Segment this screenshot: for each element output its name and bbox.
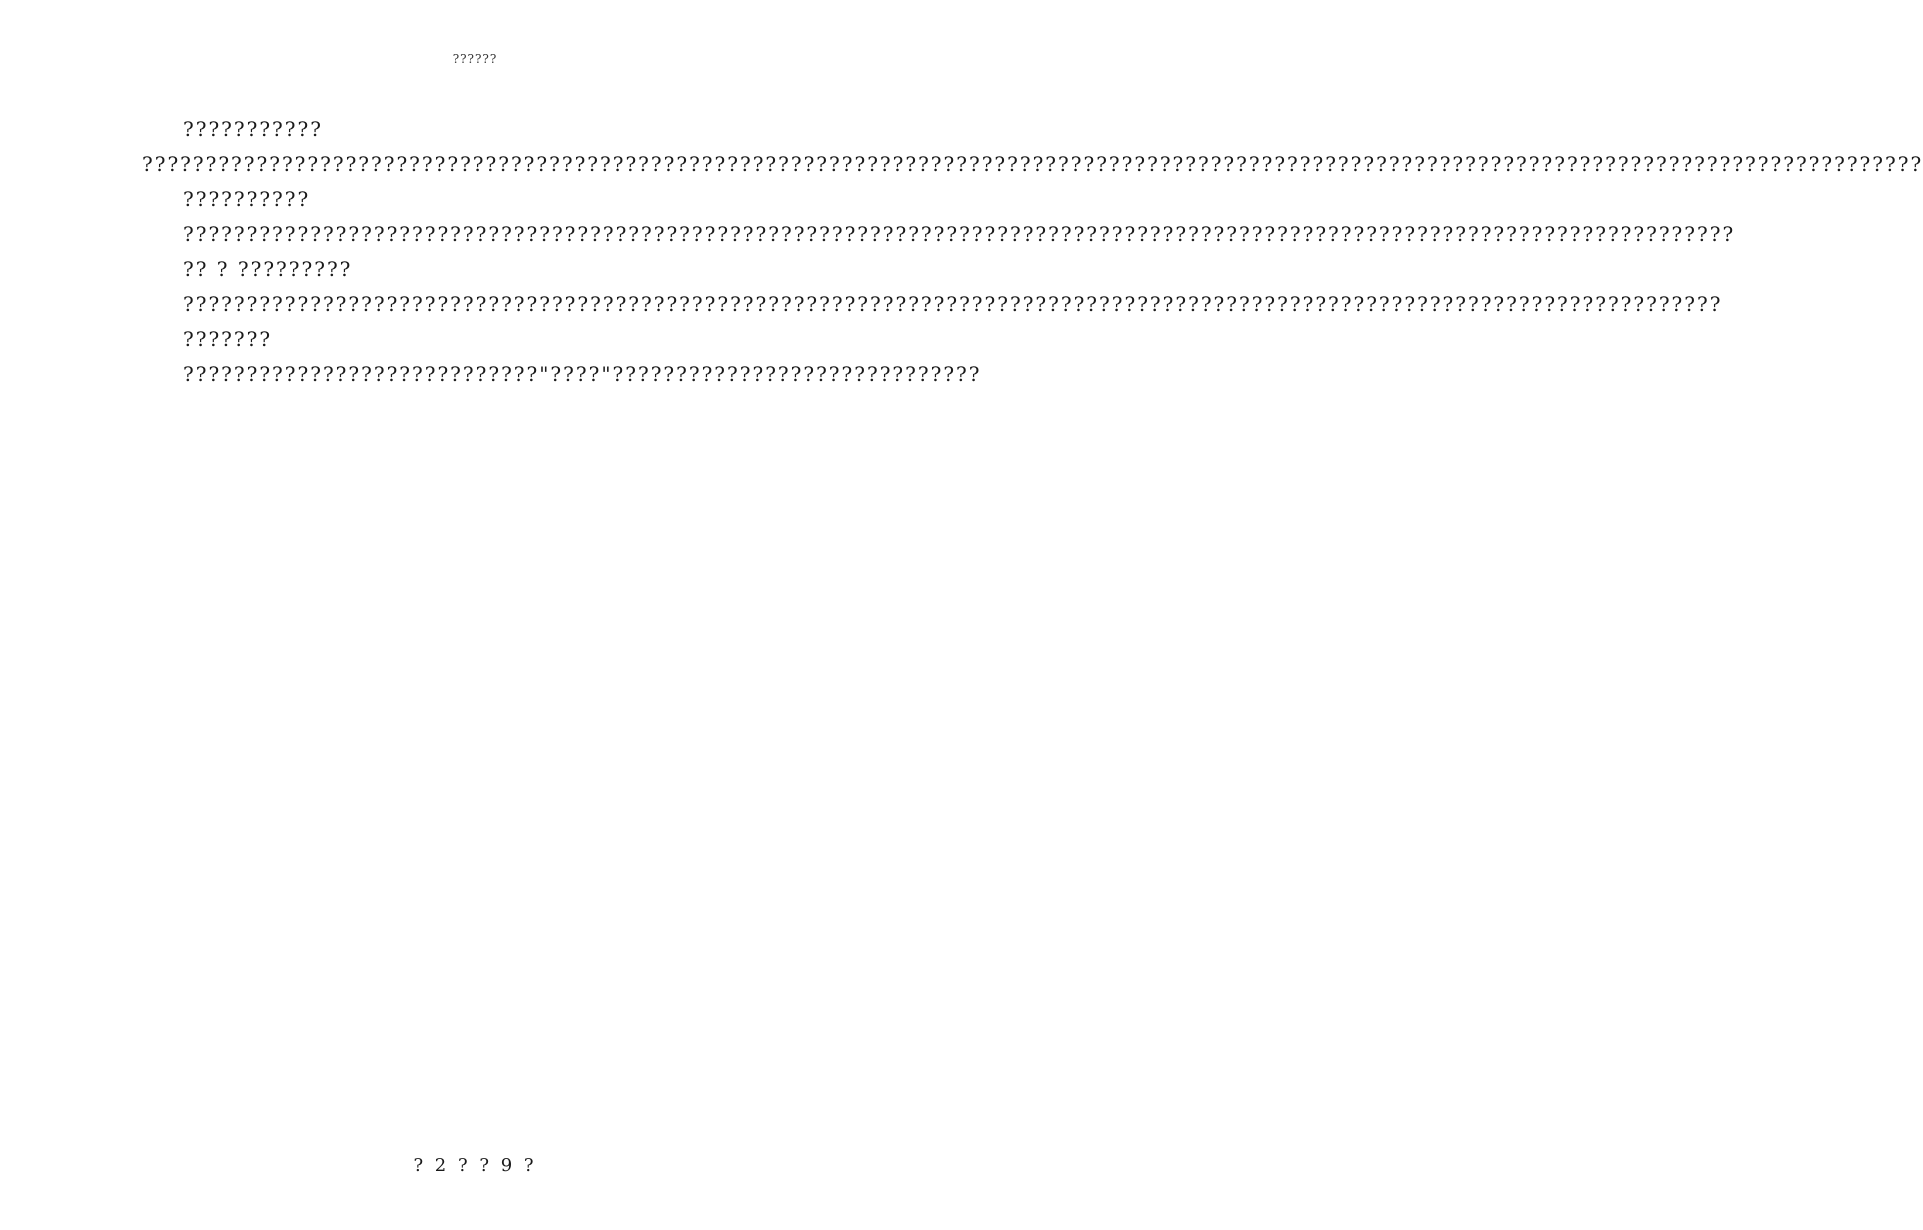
document-body bbox=[142, 112, 1923, 392]
heading-work-problems: ?????????? bbox=[183, 187, 311, 211]
paragraph-integrity-problems: ????????????????????????????????????????????????????????????????????????????????????????????????????????????????????????? bbox=[183, 292, 1723, 316]
paragraph-thought-measures: ????????????????????????????"????"????????????????????????????? bbox=[183, 362, 982, 386]
heading-rectification-measures: ??????? bbox=[183, 327, 273, 351]
paragraph-work-method-problems: ?????????????????????????????????????????????????????????????????????????????????????????????????????????????????????????? bbox=[183, 222, 1736, 246]
page-number-footer: ? 2 ? ? 9 ? bbox=[413, 1155, 537, 1176]
page-header-note: ?????? bbox=[452, 52, 498, 66]
paragraph-work-style-problems: ??????????? ???????????????????????????????????????????????????????????????????????????????????????????????????????????????????????????????????????????? bbox=[142, 117, 1923, 176]
heading-integrity-problems: ?? ? ????????? bbox=[183, 257, 353, 281]
